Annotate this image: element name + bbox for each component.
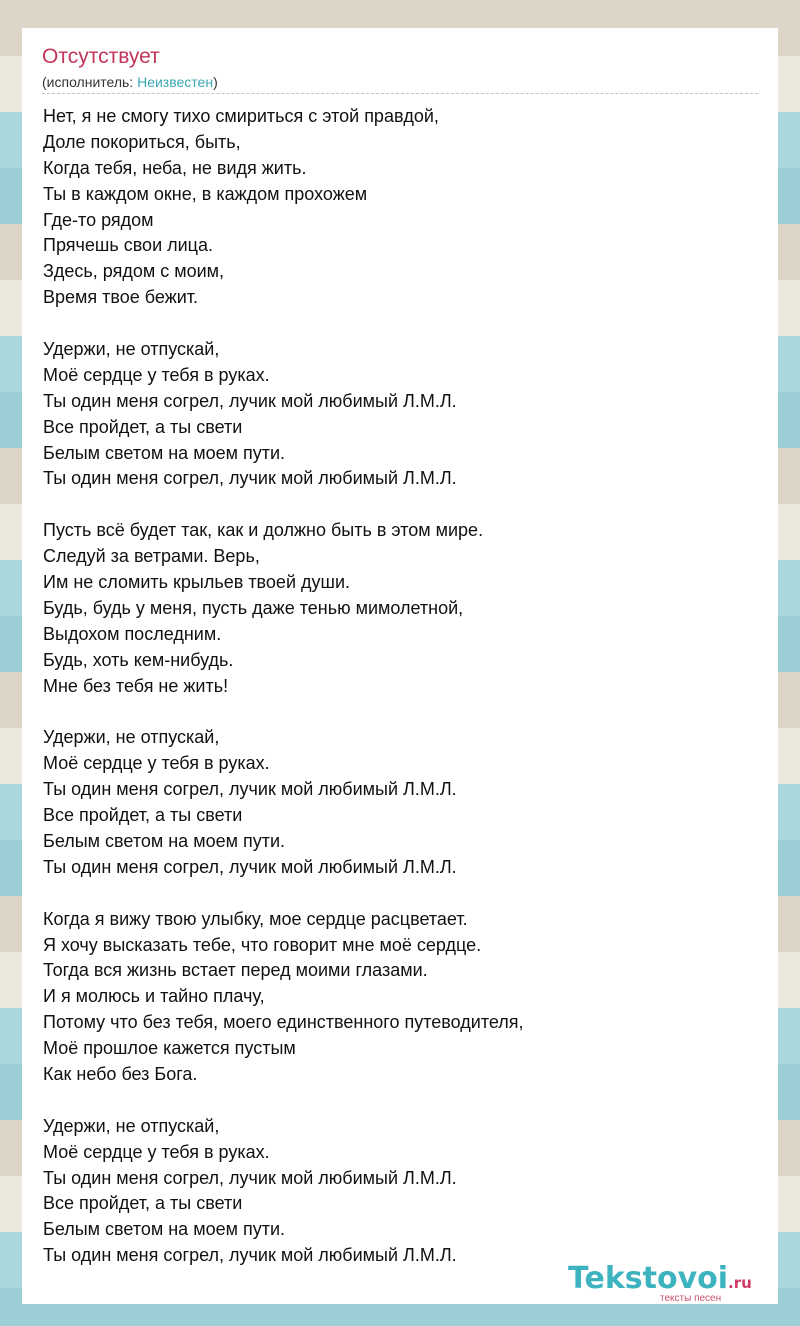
lyric-line: Как небо без Бога. [43, 1063, 198, 1084]
lyric-line: Мне без тебя не жить! [43, 675, 229, 696]
lyric-line: Здесь, рядом с моим, [43, 261, 225, 282]
lyric-line: Выдохом последним. [43, 623, 222, 644]
song-title: Отсутствует [42, 45, 160, 68]
lyric-line: Когда тебя, неба, не видя жить. [43, 157, 307, 178]
lyric-line: Будь, хоть кем-нибудь. [43, 649, 234, 670]
stanza-break [43, 699, 759, 725]
logo-name: Tekstovoi [568, 1261, 729, 1296]
lyric-line: Ты один меня согрел, лучик мой любимый Л.М.Л. [43, 390, 457, 411]
lyric-line: Удержи, не отпускай, [43, 727, 220, 748]
site-logo[interactable] [568, 1262, 778, 1306]
lyric-line: Все пройдет, а ты свети [43, 805, 243, 826]
title-divider [42, 93, 758, 94]
lyric-line: Пусть всё будет так, как и должно быть в этом мире. [43, 520, 484, 541]
lyric-line: Моё сердце у тебя в руках. [43, 1141, 270, 1162]
lyric-line: Ты один меня согрел, лучик мой любимый Л.М.Л. [43, 779, 457, 800]
lyric-line: Тогда вся жизнь встает перед моими глазами. [43, 960, 428, 981]
stanza-break [43, 881, 759, 907]
artist-suffix: ) [213, 74, 218, 90]
lyric-line: Белым светом на моем пути. [43, 830, 286, 851]
lyric-line: Нет, я не смогу тихо смириться с этой правдой, [43, 106, 439, 126]
lyric-line: Им не сломить крыльев твоей души. [43, 572, 350, 593]
lyric-line: Доле покориться, быть, [43, 131, 241, 152]
stanza-break [43, 311, 759, 337]
logo-tagline: тексты песен [660, 1293, 722, 1304]
lyric-line: Время твое бежит. [43, 287, 199, 308]
lyric-line: Все пройдет, а ты свети [43, 1193, 243, 1214]
lyric-line: Удержи, не отпускай, [43, 339, 220, 360]
lyric-line: Моё сердце у тебя в руках. [43, 364, 270, 385]
lyric-line: Белым светом на моем пути. [43, 442, 286, 463]
lyric-line: Ты один меня согрел, лучик мой любимый Л.М.Л. [43, 1167, 457, 1188]
lyric-line: Прячешь свои лица. [43, 235, 214, 256]
stanza-break [43, 492, 759, 518]
lyric-line: Белым светом на моем пути. [43, 1219, 286, 1240]
lyric-line: Ты один меня согрел, лучик мой любимый Л.М.Л. [43, 468, 457, 489]
artist-line [42, 73, 218, 91]
artist-prefix: (исполнитель: [42, 74, 138, 90]
lyric-line: Все пройдет, а ты свети [43, 416, 243, 437]
stanza-break [43, 1088, 759, 1114]
lyric-line: Ты один меня согрел, лучик мой любимый Л.М.Л. [43, 856, 457, 877]
lyric-line: Где-то рядом [43, 209, 154, 230]
lyric-line: Удержи, не отпускай, [43, 1115, 220, 1136]
lyric-line: Потому что без тебя, моего единственного путеводителя, [43, 1012, 524, 1033]
lyric-line: Моё прошлое кажется пустым [43, 1038, 296, 1059]
lyric-line: Когда я вижу твою улыбку, мое сердце расцветает. [43, 908, 468, 929]
artist-link[interactable]: Неизвестен [137, 74, 214, 90]
lyric-line: И я молюсь и тайно плачу, [43, 986, 265, 1007]
logo-tld: .ru [728, 1274, 752, 1292]
lyric-line: Будь, будь у меня, пусть даже тенью мимолетной, [43, 597, 464, 618]
lyric-line: Следуй за ветрами. Верь, [43, 546, 260, 567]
lyrics-body [43, 104, 759, 1269]
lyric-line: Моё сердце у тебя в руках. [43, 753, 270, 774]
lyric-line: Я хочу высказать тебе, что говорит мне моё сердце. [43, 934, 482, 955]
lyric-line: Ты в каждом окне, в каждом прохожем [43, 183, 368, 204]
lyric-line: Ты один меня согрел, лучик мой любимый Л.М.Л. [43, 1245, 457, 1266]
